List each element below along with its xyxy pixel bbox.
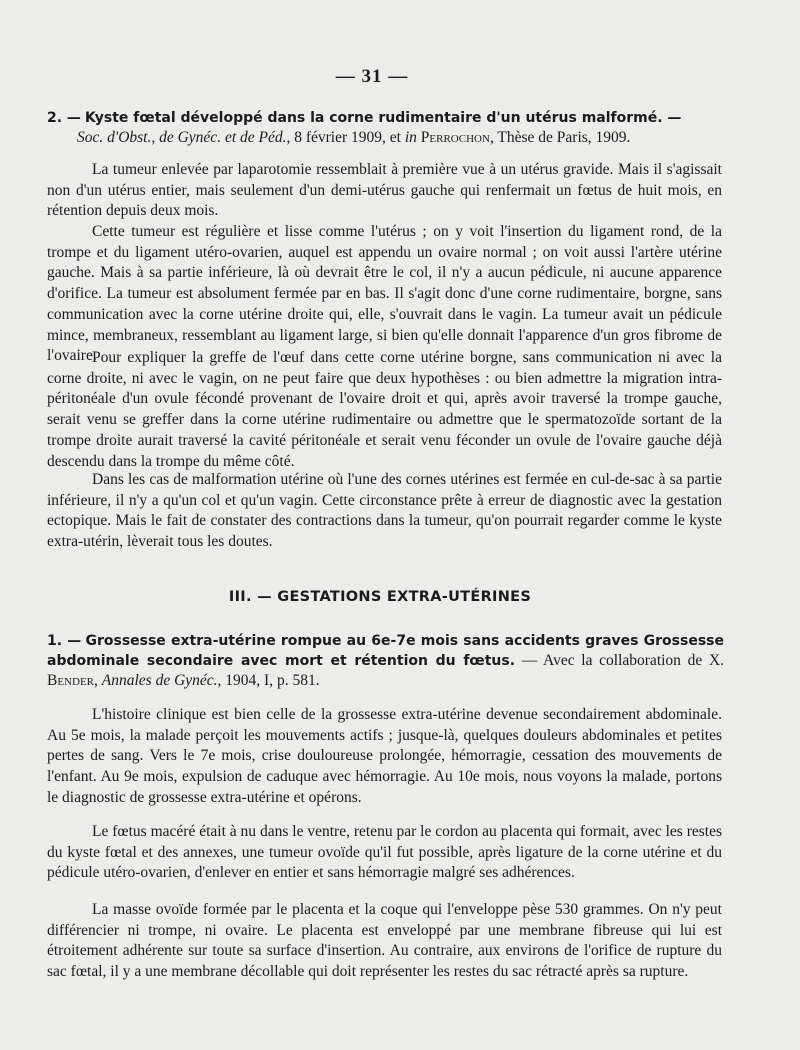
paragraph: La tumeur enlevée par laparotomie ressemblait à première vue à un utérus gravide. Mais il s'agissait non d'un utérus entier, mais seulement d'un demi-utérus gauche qui renfermait un fœtus de huit mois, en rétention depuis deux mois. xyxy=(47,161,722,220)
entry-1-number: 1. — xyxy=(47,633,82,649)
paragraph: Pour expliquer la greffe de l'œuf dans cette corne utérine borgne, sans communication ni avec la corne droite, ni avec le vagin, on ne peut faire que deux hypothèses : ou bien admettre la migration intra-péritonéale d'un ovule fécondé provenant de l'ovaire droit et qui, après avoir traversé la trompe gauche, serait venu se greffer dans la corne utérine rudimentaire ou admettre que le spermatozoïde sortant de la trompe droite aurait traversé la cavité péritonéale et serait venu féconder un ovule de l'ovaire gauche déjà descendu dans la trompe du même côté. xyxy=(47,349,722,470)
entry-1-ref: , 1904, I, p. 581. xyxy=(217,672,320,689)
entry-2-author: Perrochon xyxy=(420,129,490,146)
entry-2-title: Kyste fœtal développé dans la corne rudimentaire d'un utérus malformé. — xyxy=(84,110,682,126)
entry-1-journal: Annales de Gynéc. xyxy=(101,672,218,689)
entry-1-title: Grossesse extra-utérine rompue au 6e-7e mois sans accidents graves Grossesse abdominale secondaire avec mort et rétention du fœtus. xyxy=(47,633,724,669)
entry-1-collab-note: — Avec la collaboration de xyxy=(515,652,703,669)
entry-1-heading: 1. — Grossesse extra-utérine rompue au 6e-7e mois sans accidents graves Grossesse abdominale secondaire avec mort et rétention du fœtus. — Avec la collaboration de X. Bender, Annales de Gynéc., 1904, I, p. 581. xyxy=(47,633,725,689)
entry-2-date: , 8 février 1909, et xyxy=(286,129,405,146)
paragraph: La masse ovoïde formée par le placenta et la coque qui l'enveloppe pèse 530 grammes. On n'y peut différencier ni trompe, ni ovaire. Le placenta est enveloppé par une membrane fibreuse qui lui est étroitement adhérente sur toute sa surface d'insertion. Au contraire, aux environs de l'orifice de rupture du sac fœtal, il y a une membrane décollable qui doit représenter les restes du sac rétracté après sa rupture. xyxy=(47,901,722,981)
paragraph: Le fœtus macéré était à nu dans le ventre, retenu par le cordon au placenta qui formait, avec les restes du kyste fœtal et des annexes, une tumeur ovoïde qu'il fut possible, après ligature de la corne utérine et du pédicule utéro-ovarien, d'enlever en entier et sans hémorragie malgré ses adhérences. xyxy=(47,823,722,882)
entry-2-thesis: , Thèse de Paris, 1909. xyxy=(489,129,631,146)
paragraph: Cette tumeur est régulière et lisse comme l'utérus ; on y voit l'insertion du ligament rond, de la trompe et du ligament utéro-ovarien, auquel est appendu un ovaire normal ; on voit aussi l'artère utérine gauche. Mais à sa partie inférieure, là où devrait être le col, il n'y a aucun pédicule, ni aucune apparence d'orifice. La tumeur est absolument fermée par en bas. Il s'agit donc d'une corne rudimentaire, borgne, sans communication avec la corne utérine droite qui, elle, s'ouvrait dans le vagin. La tumeur avait un pédicule mince, membraneux, ressemblant au ligament large, si bien qu'elle donnait l'apparence d'un gros fibrome de l'ovaire. xyxy=(47,223,722,365)
section-title: III. — GESTATIONS EXTRA-UTÉRINES xyxy=(228,589,532,605)
entry-2-journal: Soc. d'Obst., de Gynéc. et de Péd. xyxy=(77,129,287,146)
paragraph: Dans les cas de malformation utérine où l'une des cornes utérines est fermée en cul-de-sac à sa partie inférieure, il n'y a qu'un col et qu'un vagin. Cette circonstance prête à erreur de diagnostic avec la gestation ectopique. Mais le fait de constater des contractions dans la tumeur, qu'on pourrait regarder comme le kyste extra-utérin, lèverait tous les doutes. xyxy=(47,471,722,551)
entry-2-heading xyxy=(47,108,724,148)
entry-1-collaborator: X. Bender xyxy=(47,652,725,689)
entry-2-in: in xyxy=(404,129,417,146)
entry-2-number: 2. — xyxy=(47,110,81,126)
page-number: — 31 — xyxy=(335,66,409,87)
entry-2-citation xyxy=(47,128,724,148)
paragraph: L'histoire clinique est bien celle de la grossesse extra-utérine devenue secondairement abdominale. Au 5e mois, la malade perçoit les mouvements actifs ; jusque-là, quelques douleurs abdominales et petites pertes de sang. Vers le 7e mois, crise douloureuse prolongée, hémorragie, cessation des mouvements de l'enfant. Au 9e mois, expulsion de caduque avec hémorragie. Au 10e mois, nous voyons la malade, portons le diagnostic de grossesse extra-utérine et opérons. xyxy=(47,706,722,806)
